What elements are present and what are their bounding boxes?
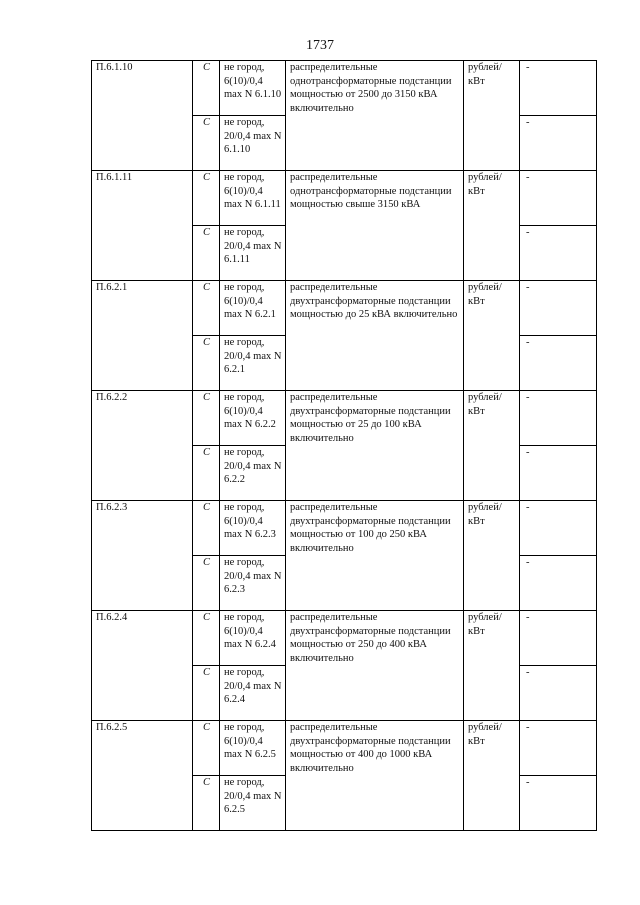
page-number: 1737: [306, 38, 334, 53]
scope-rural: не город, 20/0,4 max N 6.2.5: [220, 776, 286, 831]
item-value: -: [520, 226, 597, 281]
tariff-table: [91, 60, 597, 831]
item-code: П.6.2.5: [92, 721, 193, 831]
item-description: распределительные двухтрансформаторные подстанции мощностью от 25 до 100 кВА включительно: [286, 391, 464, 501]
item-description: распределительные двухтрансформаторные подстанции мощностью от 250 до 400 кВА включительно: [286, 611, 464, 721]
item-value: -: [520, 391, 597, 446]
category-letter: С: [193, 556, 220, 611]
category-letter: С: [193, 721, 220, 776]
item-value: -: [520, 116, 597, 171]
item-unit: рублей/ кВт: [464, 391, 520, 501]
scope-city: не город, 6(10)/0,4 max N 6.2.1: [220, 281, 286, 336]
item-value: -: [520, 501, 597, 556]
item-code: П.6.2.3: [92, 501, 193, 611]
item-value: -: [520, 61, 597, 116]
item-value: -: [520, 171, 597, 226]
scope-city: не город, 6(10)/0,4 max N 6.1.11: [220, 171, 286, 226]
table-row: [92, 611, 597, 666]
scope-rural: не город, 20/0,4 max N 6.2.1: [220, 336, 286, 391]
table-row: [92, 721, 597, 776]
item-value: -: [520, 776, 597, 831]
scope-rural: не город, 20/0,4 max N 6.2.2: [220, 446, 286, 501]
scope-city: не город, 6(10)/0,4 max N 6.2.3: [220, 501, 286, 556]
category-letter: С: [193, 501, 220, 556]
item-value: -: [520, 336, 597, 391]
item-description: распределительные двухтрансформаторные подстанции мощностью до 25 кВА включительно: [286, 281, 464, 391]
table-row: [92, 281, 597, 336]
table-row: [92, 171, 597, 226]
category-letter: С: [193, 776, 220, 831]
category-letter: С: [193, 391, 220, 446]
item-unit: рублей/ кВт: [464, 611, 520, 721]
item-value: -: [520, 611, 597, 666]
item-description: распределительные двухтрансформаторные подстанции мощностью от 400 до 1000 кВА включительно: [286, 721, 464, 831]
tariff-table-body: [92, 61, 597, 831]
scope-rural: не город, 20/0,4 max N 6.1.11: [220, 226, 286, 281]
item-code: П.6.1.10: [92, 61, 193, 171]
scope-city: не город, 6(10)/0,4 max N 6.2.5: [220, 721, 286, 776]
table-row: [92, 391, 597, 446]
scope-rural: не город, 20/0,4 max N 6.2.4: [220, 666, 286, 721]
item-code: П.6.1.11: [92, 171, 193, 281]
scope-rural: не город, 20/0,4 max N 6.1.10: [220, 116, 286, 171]
item-unit: рублей/ кВт: [464, 281, 520, 391]
category-letter: С: [193, 336, 220, 391]
category-letter: С: [193, 611, 220, 666]
table-row: [92, 501, 597, 556]
item-unit: рублей/ кВт: [464, 501, 520, 611]
item-unit: рублей/ кВт: [464, 721, 520, 831]
category-letter: С: [193, 116, 220, 171]
category-letter: С: [193, 281, 220, 336]
category-letter: С: [193, 226, 220, 281]
scope-city: не город, 6(10)/0,4 max N 6.2.4: [220, 611, 286, 666]
item-unit: рублей/ кВт: [464, 171, 520, 281]
item-code: П.6.2.1: [92, 281, 193, 391]
item-description: распределительные однотрансформаторные подстанции мощностью свыше 3150 кВА: [286, 171, 464, 281]
item-description: распределительные двухтрансформаторные подстанции мощностью от 100 до 250 кВА включительно: [286, 501, 464, 611]
item-code: П.6.2.2: [92, 391, 193, 501]
scope-rural: не город, 20/0,4 max N 6.2.3: [220, 556, 286, 611]
item-description: распределительные однотрансформаторные подстанции мощностью от 2500 до 3150 кВА включительно: [286, 61, 464, 171]
item-value: -: [520, 281, 597, 336]
scope-city: не город, 6(10)/0,4 max N 6.2.2: [220, 391, 286, 446]
item-code: П.6.2.4: [92, 611, 193, 721]
item-unit: рублей/ кВт: [464, 61, 520, 171]
table-row: [92, 61, 597, 116]
item-value: -: [520, 446, 597, 501]
category-letter: С: [193, 61, 220, 116]
item-value: -: [520, 666, 597, 721]
item-value: -: [520, 721, 597, 776]
category-letter: С: [193, 446, 220, 501]
scope-city: не город, 6(10)/0,4 max N 6.1.10: [220, 61, 286, 116]
category-letter: С: [193, 171, 220, 226]
item-value: -: [520, 556, 597, 611]
category-letter: С: [193, 666, 220, 721]
